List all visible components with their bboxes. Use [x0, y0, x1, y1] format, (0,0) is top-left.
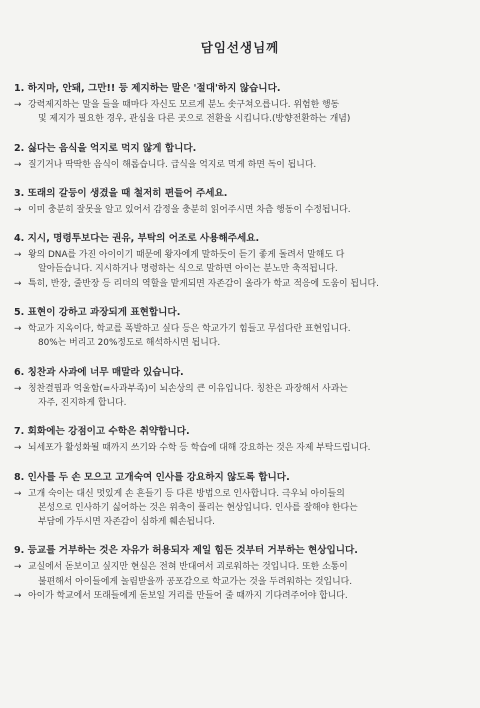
section-2: [14, 142, 466, 172]
section-line: [14, 589, 466, 603]
section-line: [14, 98, 466, 112]
line-text: 질기거나 딱딱한 음식이 해롭습니다. 급식을 억지로 먹게 하면 독이 됩니다.: [28, 159, 317, 170]
section-heading: 7. 회화에는 강점이고 수학은 취약합니다.: [14, 426, 190, 438]
sections-list: [14, 82, 466, 603]
section-5: [14, 306, 466, 351]
line-text: 및 제지가 필요한 경우, 관심을 다른 곳으로 전환을 시킵니다.(방향전환하는 개념): [38, 114, 351, 125]
section-line: [14, 262, 466, 276]
line-text: 자주, 진지하게 합니다.: [38, 397, 127, 408]
section-line: [14, 248, 466, 262]
line-text: 교실에서 돋보이고 싶지만 현실은 전혀 반대여서 괴로워하는 것입니다. 또한 소통이: [28, 562, 348, 573]
arrow-icon: →: [14, 383, 22, 394]
section-line: [14, 515, 466, 529]
section-line: [14, 575, 466, 589]
section-line: [14, 277, 466, 291]
line-text: 부담에 가두시면 자존감이 심하게 훼손됩니다.: [38, 517, 215, 528]
arrow-icon: →: [14, 488, 22, 499]
line-text: 왕의 DNA를 가진 아이이기 때문에 왕자에게 말하듯이 듣기 좋게 돌려서 말해도 다: [28, 250, 345, 261]
section-heading: 6. 칭찬과 사과에 너무 매말라 있습니다.: [14, 366, 184, 378]
line-text: 칭찬결핍과 억울함(=사과부족)이 뇌손상의 큰 이유입니다. 칭찬은 과장해서 사과는: [28, 383, 348, 394]
section-7: [14, 425, 466, 455]
arrow-icon: →: [14, 591, 22, 602]
line-text: 뇌세포가 활성화될 때까지 쓰기와 수학 등 학습에 대해 강요하는 것은 자제 부탁드립니다.: [28, 443, 371, 454]
arrow-icon: →: [14, 159, 22, 170]
section-heading: 9. 등교를 거부하는 것은 자유가 허용되자 제일 힘든 것부터 거부하는 현상입니다.: [14, 545, 358, 557]
arrow-icon: →: [14, 324, 22, 335]
arrow-icon: →: [14, 562, 22, 573]
section-9: [14, 544, 466, 603]
section-line: [14, 112, 466, 126]
arrow-icon: →: [14, 250, 22, 261]
section-line: [14, 501, 466, 515]
section-line: [14, 158, 466, 172]
section-heading: 5. 표현이 강하고 과장되게 표현합니다.: [14, 307, 181, 319]
section-line: [14, 382, 466, 396]
line-text: 고개 숙이는 대신 멋있게 손 흔들기 등 다른 방법으로 인사합니다. 극우뇌 아이들의: [28, 488, 345, 499]
section-heading: 8. 인사를 두 손 모으고 고개숙여 인사를 강요하지 않도록 합니다.: [14, 471, 290, 483]
section-line: [14, 322, 466, 336]
page-title: 담임선생님께: [200, 40, 280, 55]
section-heading: 2. 싫다는 음식을 억지로 먹지 않게 합니다.: [14, 142, 197, 154]
line-text: 학교가 지옥이다, 학교를 폭발하고 싶다 등은 학교가기 힘들고 무섭다란 표현입니다.: [28, 324, 351, 335]
line-text: 강력제지하는 말을 들을 때마다 자신도 모르게 분노 솟구쳐오릅니다. 위험한 행동: [28, 100, 340, 110]
line-text: 이미 충분히 잘못을 알고 있어서 감정을 충분히 읽어주시면 차츰 행동이 수정됩니다.: [28, 204, 351, 215]
section-heading: 4. 지시, 명령투보다는 권유, 부탁의 어조로 사용해주세요.: [14, 233, 260, 245]
section-heading: 3. 또래의 갈등이 생겼을 때 철저히 편들어 주세요.: [14, 187, 228, 199]
line-text: 80%는 버리고 20%정도로 해석하시면 됩니다.: [38, 338, 221, 349]
arrow-icon: →: [14, 443, 22, 454]
section-heading: 1. 하지마, 안돼, 그만!! 등 제지하는 말은 '절대'하지 않습니다.: [14, 83, 281, 94]
line-text: 본성으로 인사하기 싫어하는 것은 위축이 풀리는 현상입니다. 인사를 잘해야 한다는: [38, 502, 358, 513]
section-line: [14, 336, 466, 350]
section-8: [14, 471, 466, 530]
section-4: [14, 232, 466, 291]
arrow-icon: →: [14, 100, 22, 110]
arrow-icon: →: [14, 278, 22, 289]
section-line: [14, 441, 466, 455]
section-line: [14, 396, 466, 410]
section-6: [14, 366, 466, 411]
section-1: [14, 82, 466, 127]
section-3: [14, 187, 466, 217]
section-line: [14, 203, 466, 217]
line-text: 아이가 학교에서 또래들에게 돋보일 거리를 만들어 줄 때까지 기다려주어야 합니다.: [28, 591, 348, 602]
line-text: 불편해서 아이들에게 놀림받을까 공포감으로 학교가는 것을 두려워하는 것입니다.: [38, 576, 353, 587]
line-text: 알아듣습니다. 지시하거나 명령하는 식으로 말하면 아이는 분노만 축적됩니다.: [38, 264, 338, 275]
section-line: [14, 560, 466, 574]
arrow-icon: →: [14, 204, 22, 215]
section-line: [14, 487, 466, 501]
line-text: 특히, 반장, 줄반장 등 리더의 역할을 맡게되면 자존감이 올라가 학교 적응에 도움이 됩니다.: [28, 278, 379, 289]
